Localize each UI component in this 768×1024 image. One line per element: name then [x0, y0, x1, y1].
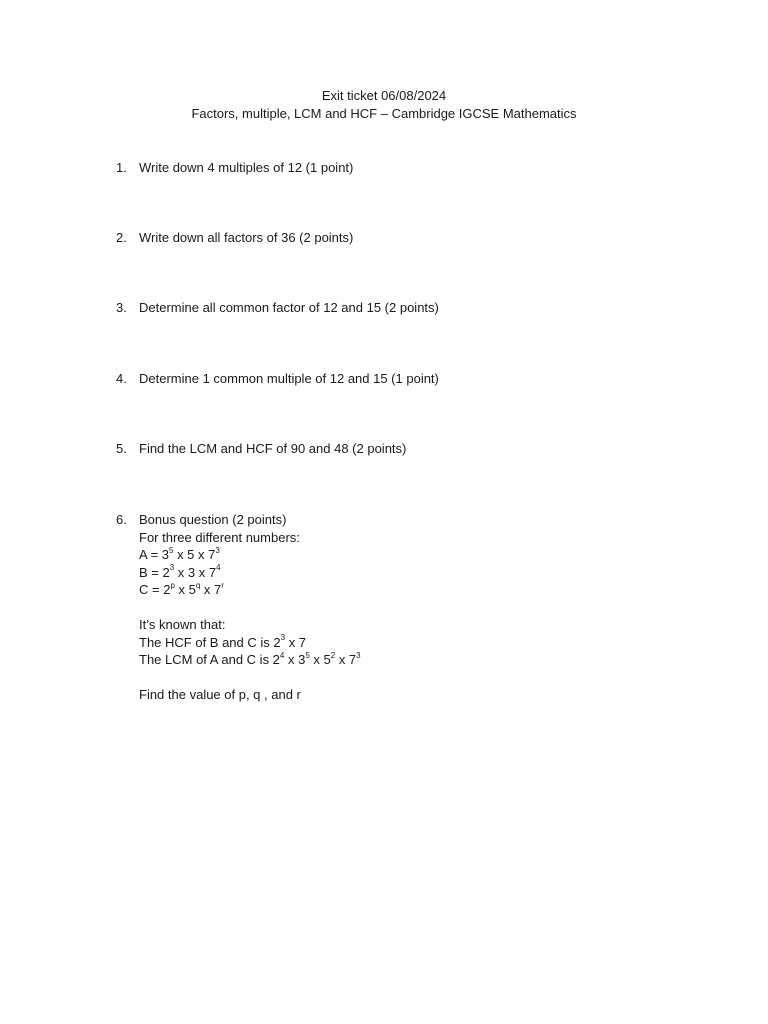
question-text: Find the LCM and HCF of 90 and 48 (2 points) — [139, 441, 407, 456]
bonus-details — [139, 511, 361, 704]
question-text: Write down 4 multiples of 12 (1 point) — [139, 160, 354, 175]
page-subtitle: Factors, multiple, LCM and HCF – Cambridge IGCSE Mathematics — [191, 105, 577, 121]
find-instruction: Find the value of p, q , and r — [139, 687, 301, 702]
bonus-intro: For three different numbers: — [139, 529, 300, 545]
question-number: 1. — [116, 160, 127, 175]
header — [0, 87, 768, 122]
question-text: Bonus question (2 points) — [139, 512, 287, 527]
question-text: Determine all common factor of 12 and 15 (2 points) — [139, 300, 439, 315]
known-intro: It’s known that: — [139, 617, 226, 632]
question-number: 4. — [116, 371, 127, 386]
question-number: 6. — [116, 512, 127, 527]
number-b: $B = 2^3$ x 3 x $7^4$ — [139, 563, 221, 580]
question-number: 5. — [116, 441, 127, 456]
page-title: Exit ticket 06/08/2024 — [321, 88, 447, 103]
question-number: 2. — [116, 230, 127, 245]
question-text: Determine 1 common multiple of 12 and 15 (1 point) — [139, 371, 439, 386]
number-c: $C = 2^p$ x 5$^q$ x 7$^r$ — [139, 580, 224, 597]
lcm-statement: The LCM of A and C is $2^4$ x $3^5$ x $5^2$ x $7^3$ — [139, 650, 361, 667]
question-text: Write down all factors of 36 (2 points) — [139, 230, 354, 245]
hcf-statement: The HCF of B and C is $2^3$ x 7 — [139, 633, 307, 650]
question-number: 3. — [116, 300, 127, 315]
number-a: $A = 3^5$ x 5 x $7^3$ — [139, 545, 220, 562]
